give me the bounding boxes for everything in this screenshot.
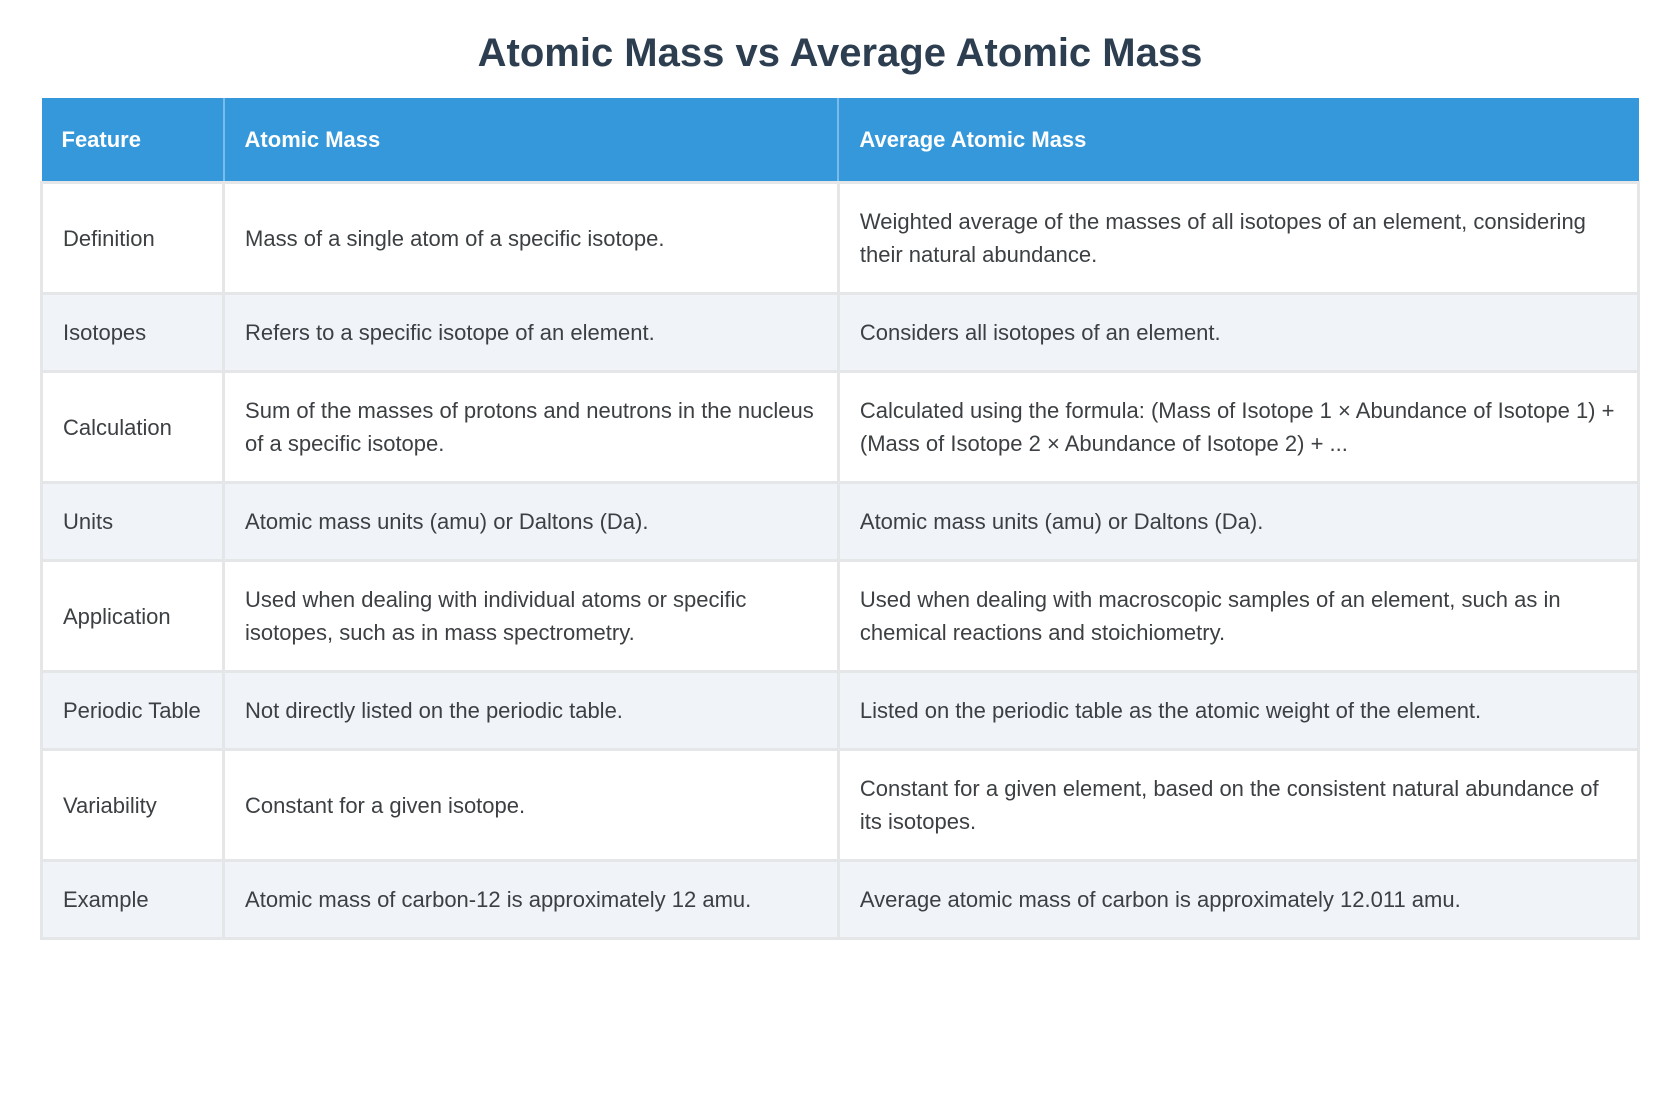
page	[0, 30, 1680, 1110]
table-row	[42, 561, 1639, 672]
atomic-mass-cell: Atomic mass of carbon-12 is approximately 12 amu.	[224, 861, 839, 939]
average-atomic-mass-cell: Used when dealing with macroscopic samples of an element, such as in chemical reactions and stoichiometry.	[838, 561, 1638, 672]
feature-cell: Definition	[42, 183, 224, 294]
atomic-mass-cell: Used when dealing with individual atoms or specific isotopes, such as in mass spectrometry.	[224, 561, 839, 672]
table-row	[42, 183, 1639, 294]
feature-cell: Units	[42, 483, 224, 561]
table-row	[42, 372, 1639, 483]
average-atomic-mass-cell: Average atomic mass of carbon is approximately 12.011 amu.	[838, 861, 1638, 939]
table-row	[42, 672, 1639, 750]
table-row	[42, 483, 1639, 561]
table-row	[42, 750, 1639, 861]
average-atomic-mass-cell: Atomic mass units (amu) or Daltons (Da).	[838, 483, 1638, 561]
header-row	[42, 98, 1639, 183]
feature-cell: Application	[42, 561, 224, 672]
comparison-table	[40, 98, 1640, 940]
page-title: Atomic Mass vs Average Atomic Mass	[477, 31, 1203, 75]
average-atomic-mass-cell: Weighted average of the masses of all isotopes of an element, considering their natural abundance.	[838, 183, 1638, 294]
atomic-mass-cell: Not directly listed on the periodic table.	[224, 672, 839, 750]
table-row	[42, 861, 1639, 939]
atomic-mass-cell: Atomic mass units (amu) or Daltons (Da).	[224, 483, 839, 561]
table-header	[42, 98, 1639, 183]
average-atomic-mass-cell: Calculated using the formula: (Mass of Isotope 1 × Abundance of Isotope 1) + (Mass of Isotope 2 × Abundance of Isotope 2) + ...	[838, 372, 1638, 483]
table-body	[42, 183, 1639, 939]
feature-cell: Isotopes	[42, 294, 224, 372]
column-header-feature: Feature	[42, 98, 224, 183]
average-atomic-mass-cell: Considers all isotopes of an element.	[838, 294, 1638, 372]
atomic-mass-cell: Sum of the masses of protons and neutrons in the nucleus of a specific isotope.	[224, 372, 839, 483]
feature-cell: Calculation	[42, 372, 224, 483]
atomic-mass-cell: Mass of a single atom of a specific isotope.	[224, 183, 839, 294]
average-atomic-mass-cell: Constant for a given element, based on the consistent natural abundance of its isotopes.	[838, 750, 1638, 861]
feature-cell: Variability	[42, 750, 224, 861]
table-row	[42, 294, 1639, 372]
average-atomic-mass-cell: Listed on the periodic table as the atomic weight of the element.	[838, 672, 1638, 750]
column-header-average-atomic-mass: Average Atomic Mass	[838, 98, 1638, 183]
atomic-mass-cell: Refers to a specific isotope of an element.	[224, 294, 839, 372]
column-header-atomic-mass: Atomic Mass	[224, 98, 839, 183]
atomic-mass-cell: Constant for a given isotope.	[224, 750, 839, 861]
feature-cell: Example	[42, 861, 224, 939]
feature-cell: Periodic Table	[42, 672, 224, 750]
